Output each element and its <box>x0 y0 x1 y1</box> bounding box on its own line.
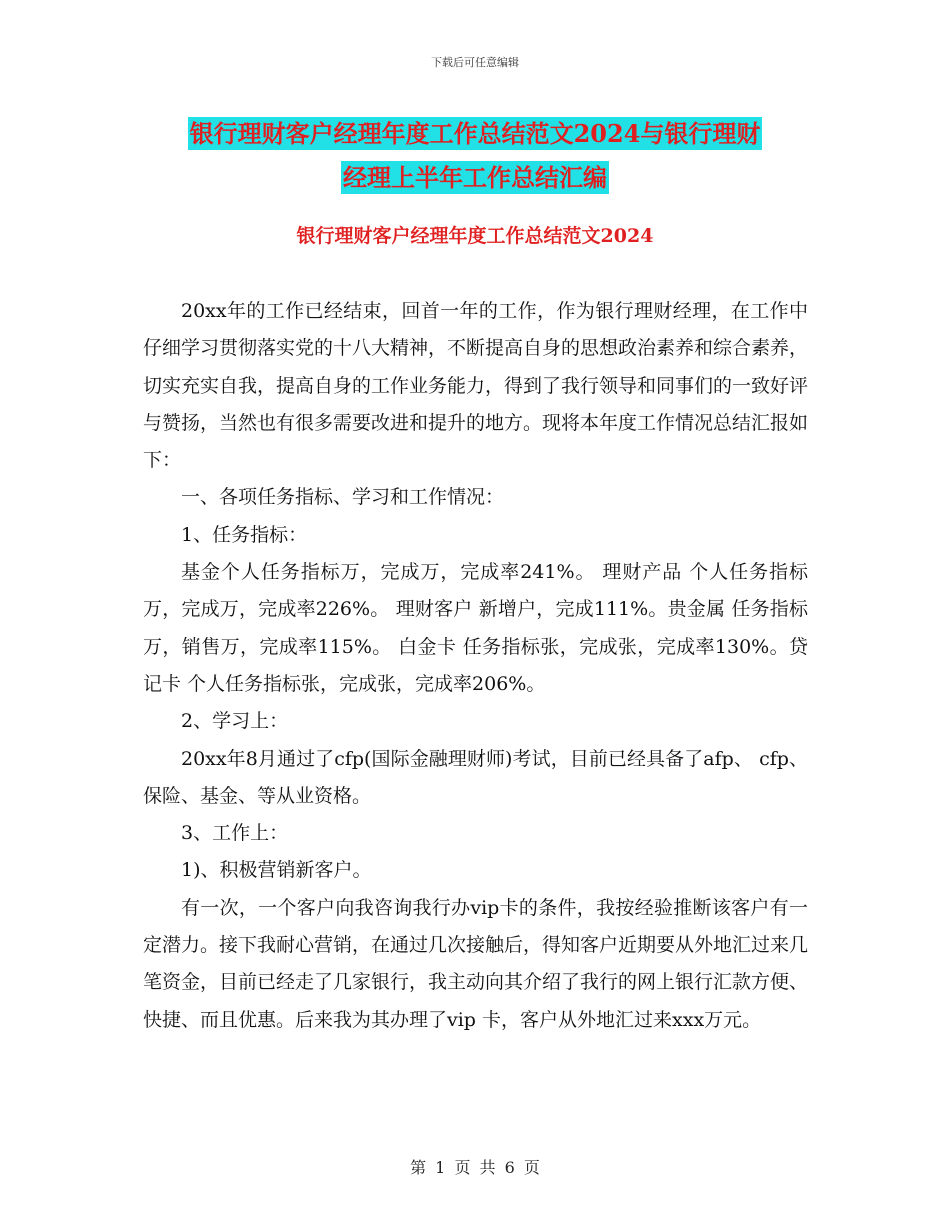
document-title-text-1: 银行理财客户经理年度工作总结范文2024与银行理财 <box>189 119 761 148</box>
paragraph-task-metrics: 基金个人任务指标万，完成万，完成率241%。 理财产品 个人任务指标万，完成万，完成率226%。 理财客户 新增户，完成111%。贵金属 任务指标万，销售万，完成率115%。 白金卡 任务指标张，完成张，完成率130%。贷记卡 个人任务指标张，完成张，完成率206%。 <box>143 561 808 695</box>
header-note: 下载后可任意编辑 <box>431 56 519 69</box>
paragraph-study: 20xx年8月通过了cfp(国际金融理财师)考试，目前已经具备了afp、 cfp、保险、基金、等从业资格。 <box>143 747 808 807</box>
paragraph-subheading-task: 1、任务指标： <box>181 523 308 546</box>
paragraph-subheading-work: 3、工作上： <box>181 822 289 845</box>
document-title-line-1 <box>0 112 950 156</box>
document-title-text-2: 经理上半年工作总结汇编 <box>343 163 607 192</box>
paragraph-subheading-study: 2、学习上： <box>181 710 289 733</box>
section-title: 银行理财客户经理年度工作总结范文2024 <box>296 225 654 247</box>
document-title-line-2 <box>0 156 950 200</box>
paragraph-intro: 20xx年的工作已经结束，回首一年的工作，作为银行理财经理，在工作中仔细学习贯彻落实党的十八大精神，不断提高自身的思想政治素养和综合素养，切实充实自我，提高自身的工作业务能力，得到了我行领导和同事们的一致好评与赞扬，当然也有很多需要改进和提升的地方。现将本年度工作情况总结汇报如下： <box>143 300 809 472</box>
paragraph-work-item-1: 1)、积极营销新客户。 <box>181 859 372 882</box>
page-footer: 第 1 页 共 6 页 <box>410 1158 540 1177</box>
paragraph-customer-story: 有一次，一个客户向我咨询我行办vip卡的条件，我按经验推断该客户有一 定潜力。接下我耐心营销，在通过几次接触后，得知客户近期要从外地汇过来几 笔资金，目前已经走了几家银行，我主动向其介绍了我行的网上银行汇款方便、 快捷、而且优惠。后来我为其办理了vip 卡，客户从外地汇过来xxx万元。 <box>143 896 809 1031</box>
document-title <box>0 112 950 200</box>
body-text <box>143 293 808 1039</box>
paragraph-heading-1: 一、各项任务指标、学习和工作情况： <box>181 486 505 509</box>
